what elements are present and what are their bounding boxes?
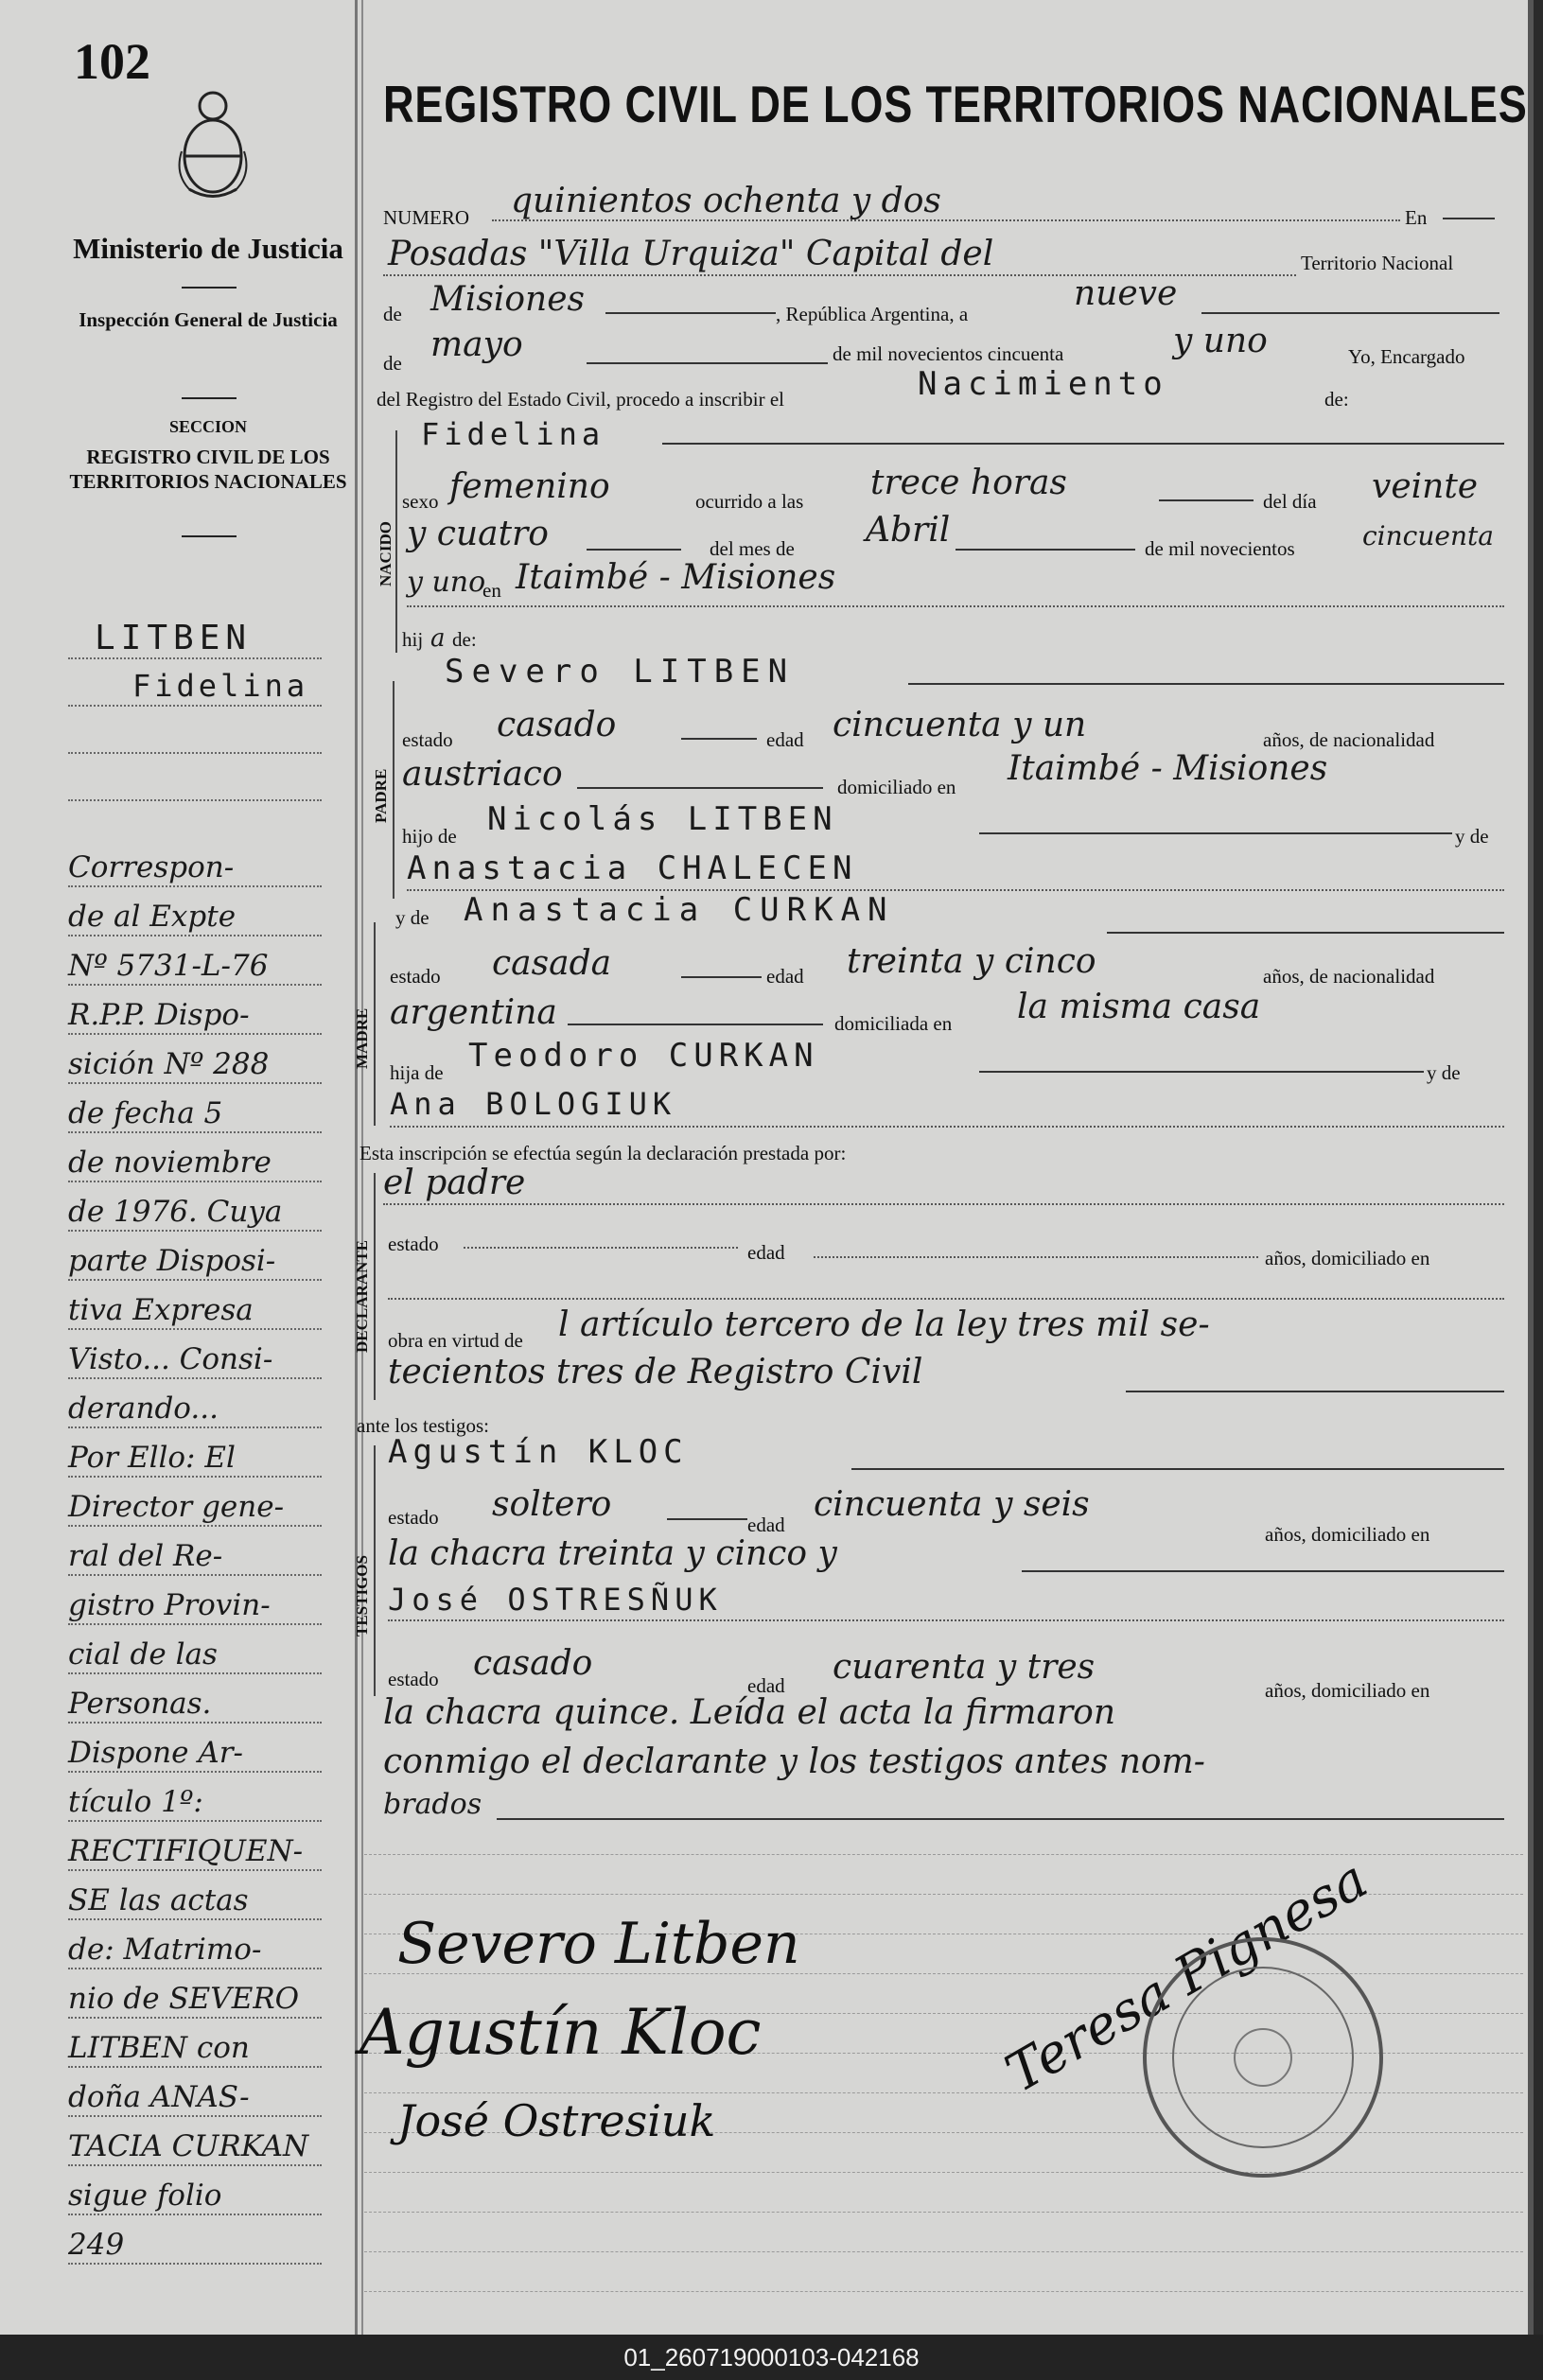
ministry-name: Ministerio de Justicia: [73, 232, 343, 265]
margin-note-line: TACIA CURKAN: [68, 2129, 309, 2163]
label-de2: de: [383, 352, 402, 375]
label-edad: edad: [766, 728, 804, 751]
dash-line: [587, 549, 681, 551]
label-registro: del Registro del Estado Civil, procedo a inscribir el: [377, 388, 784, 411]
bracket: [395, 430, 397, 653]
value-padre-madre: Anastacia CHALECEN: [407, 849, 858, 887]
label-inscripcion: Esta inscripción se efectúa según la declaración prestada por:: [359, 1142, 847, 1164]
label-obra: obra en virtud de: [388, 1329, 523, 1352]
value-obra1: l artículo tercero de la ley tres mil se-: [558, 1305, 1210, 1344]
label-y-de3: y de: [1427, 1061, 1461, 1084]
label-estado-t1: estado: [388, 1506, 439, 1529]
dash-line: [1107, 932, 1504, 934]
bracket: [374, 1173, 376, 1400]
fill-line: [464, 1247, 738, 1249]
margin-note-line: 249: [68, 2228, 125, 2262]
margin-note-line: sición Nº 288: [68, 1047, 270, 1081]
margin-note-line: derando...: [68, 1391, 219, 1426]
label-del-mes: del mes de: [710, 537, 795, 560]
value-testigo1-edad: cincuenta y seis: [814, 1485, 1090, 1524]
margin-note-line: Por Ello: El: [68, 1441, 236, 1475]
margin-rule: [68, 1918, 322, 1920]
dash-line: [851, 1468, 1504, 1470]
margin-note-line: de al Expte: [68, 900, 237, 934]
margin-note-line: parte Disposi-: [68, 1244, 276, 1278]
section-nacido: NACIDO: [377, 521, 395, 586]
margin-rule: [68, 1328, 322, 1330]
label-en: En: [1405, 206, 1428, 229]
dash-line: [1201, 312, 1499, 314]
margin-rule: [68, 1131, 322, 1133]
margin-rule: [68, 2115, 322, 2117]
label-en2: en: [482, 579, 501, 602]
value-anio-nac2: y uno: [407, 566, 486, 599]
margin-rule: [68, 984, 322, 986]
label-y-de2: y de: [395, 906, 430, 929]
dash-line: [956, 549, 1135, 551]
dash-line: [662, 443, 1504, 445]
margin-rule: [68, 2066, 322, 2068]
value-testigo2-estado: casado: [473, 1644, 593, 1683]
margin-note-line: Personas.: [68, 1687, 212, 1721]
label-domiciliado: domiciliado en: [837, 776, 956, 798]
value-testigo2-edad: cuarenta y tres: [833, 1648, 1096, 1687]
signature-declarante: Severo Litben: [397, 1911, 800, 1977]
section-madre: MADRE: [353, 1007, 371, 1069]
value-padre-nombre: Severo LITBEN: [445, 653, 796, 691]
margin-rule: [68, 1426, 322, 1428]
value-territorio: Misiones: [430, 280, 586, 319]
separator: [182, 535, 237, 537]
value-numero: quinientos ochenta y dos: [511, 182, 941, 220]
separator: [182, 287, 237, 289]
dash-line: [667, 1518, 747, 1520]
margin-rule: [68, 1722, 322, 1724]
label-edad-declarante: edad: [747, 1241, 785, 1264]
section-declarante: DECLARANTE: [353, 1239, 371, 1353]
dash-line: [605, 312, 776, 314]
margin-note-line: nio de SEVERO: [68, 1982, 300, 2016]
label-de-mil: de mil novecientos: [1145, 537, 1295, 560]
value-lugar: Posadas "Villa Urquiza" Capital del: [388, 235, 994, 273]
value-acto: Nacimiento: [918, 365, 1168, 403]
dash-line: [1443, 218, 1495, 219]
scan-identifier: 01_260719000103-042168: [0, 2335, 1543, 2380]
label-estado-t2: estado: [388, 1668, 439, 1690]
signature-testigo2: José Ostresiuk: [397, 2095, 716, 2146]
margin-note-line: de fecha 5: [68, 1096, 223, 1130]
label-y-de: y de: [1455, 825, 1489, 848]
margin-rule: [68, 799, 322, 801]
margin-rule: [68, 885, 322, 887]
page-title: REGISTRO CIVIL DE LOS TERRITORIOS NACIONALES: [383, 75, 1528, 133]
value-madre-nacionalidad: argentina: [390, 993, 557, 1032]
margin-rule: [68, 1476, 322, 1478]
value-cierre2: brados: [383, 1788, 482, 1821]
margin-rule: [68, 1672, 322, 1674]
margin-rule: [68, 1181, 322, 1182]
label-estado-madre: estado: [390, 965, 441, 988]
margin-note-line: LITBEN con: [68, 2031, 250, 2065]
ruled-line: [364, 2251, 1523, 2252]
value-hora: trece horas: [870, 464, 1067, 502]
label-anos-nacionalidad-madre: años, de nacionalidad: [1263, 965, 1435, 988]
section-testigos: TESTIGOS: [353, 1555, 371, 1636]
margin-note-line: Director gene-: [68, 1490, 285, 1524]
margin-note-line: Visto... Consi-: [68, 1342, 273, 1376]
label-hijo-de: hijo de: [402, 825, 457, 848]
ruled-line: [364, 2212, 1523, 2213]
value-anio-nac: cincuenta: [1362, 520, 1494, 551]
dash-line: [908, 683, 1504, 685]
margin-note-line: doña ANAS-: [68, 2080, 250, 2114]
label-del-dia: del día: [1263, 490, 1317, 513]
national-coat-of-arms-icon: [170, 85, 255, 203]
label-anos-dom-t1: años, domiciliado en: [1265, 1523, 1430, 1546]
value-padre-nacionalidad: austriaco: [402, 755, 563, 794]
fill-line: [407, 605, 1504, 607]
value-testigo1-estado: soltero: [492, 1485, 612, 1524]
value-madre-padre: Teodoro CURKAN: [468, 1037, 819, 1075]
dash-line: [1159, 499, 1254, 501]
margin-rule: [68, 1771, 322, 1773]
separator: [182, 397, 237, 399]
dash-line: [587, 362, 828, 364]
value-testigo2-domicilio: la chacra quince. Leída el acta la firmaron: [383, 1693, 1116, 1732]
label-mil-novecientos: de mil novecientos cincuenta: [833, 342, 1064, 365]
margin-note-line: Nº 5731-L-76: [68, 949, 269, 983]
margin-rule: [68, 2214, 322, 2215]
value-dia: nueve: [1074, 274, 1178, 313]
value-dia-nac2: y cuatro: [407, 515, 549, 553]
margin-note-line: Dispone Ar-: [68, 1736, 244, 1770]
margin-given-name: Fidelina: [132, 668, 309, 704]
margin-rule: [68, 2263, 322, 2265]
value-obra2: tecientos tres de Registro Civil: [388, 1353, 923, 1391]
margin-note-line: Correspon-: [68, 850, 235, 884]
label-hij: hij: [402, 628, 424, 651]
bracket: [374, 1445, 376, 1696]
margin-rule: [68, 1033, 322, 1035]
label-yo: Yo, Encargado: [1348, 345, 1465, 368]
label-estado-declarante: estado: [388, 1233, 439, 1255]
fill-line: [383, 1203, 1504, 1205]
margin-rule: [68, 1082, 322, 1084]
margin-rule: [68, 1820, 322, 1822]
value-anio: y uno: [1173, 322, 1268, 360]
folio-number: 102: [74, 33, 150, 90]
dash-line: [497, 1818, 1504, 1820]
dash-line: [1022, 1570, 1504, 1572]
margin-rule: [68, 2017, 322, 2019]
signature-official: Teresa Pignesa: [995, 1848, 1378, 2105]
label-ocurrido: ocurrido a las: [695, 490, 804, 513]
value-lugar-nac: Itaimbé - Misiones: [516, 558, 836, 597]
value-padre-estado: casado: [497, 706, 617, 744]
label-edad-t1: edad: [747, 1514, 785, 1536]
registro-section-label: REGISTRO CIVIL DE LOS TERRITORIOS NACIONALES: [69, 446, 347, 493]
margin-rule: [68, 1525, 322, 1527]
label-estado: estado: [402, 728, 453, 751]
value-madre-edad: treinta y cinco: [847, 942, 1096, 981]
value-hija: a: [430, 624, 446, 653]
dash-line: [1126, 1391, 1504, 1392]
margin-surname: LITBEN: [95, 619, 253, 657]
dash-line: [681, 976, 762, 978]
seccion-label: SECCION: [168, 417, 248, 436]
label-territorio: Territorio Nacional: [1301, 252, 1454, 274]
ruled-line: [364, 2291, 1523, 2292]
label-republica: , República Argentina, a: [776, 303, 969, 325]
margin-rule: [68, 752, 322, 754]
value-dia-nac: veinte: [1372, 467, 1479, 506]
margin-note-line: tiva Expresa: [68, 1293, 254, 1327]
dash-line: [979, 832, 1452, 834]
value-mes: mayo: [430, 325, 523, 364]
section-padre: PADRE: [372, 768, 390, 823]
label-de3: de:: [1324, 388, 1349, 411]
bracket: [393, 681, 395, 899]
official-seal-stamp: [1131, 1930, 1395, 2185]
label-testigos: ante los testigos:: [357, 1414, 489, 1437]
value-nombre: Fidelina: [421, 416, 605, 452]
margin-note-line: tículo 1º:: [68, 1785, 203, 1819]
margin-note-line: de 1976. Cuya: [68, 1195, 283, 1229]
label-hija-de3: hija de: [390, 1061, 444, 1084]
margin-rule: [68, 1623, 322, 1625]
label-anos-nacionalidad: años, de nacionalidad: [1263, 728, 1435, 751]
margin-rule: [68, 1968, 322, 1969]
margin-note-line: SE las actas: [68, 1883, 249, 1917]
dash-line: [979, 1071, 1424, 1073]
fill-line: [390, 1126, 1504, 1128]
label-edad-madre: edad: [766, 965, 804, 988]
margin-rule: [68, 1574, 322, 1576]
bracket: [374, 922, 376, 1126]
fill-line: [388, 1619, 1504, 1621]
value-padre-domicilio: Itaimbé - Misiones: [1008, 749, 1328, 788]
label-sexo: sexo: [402, 490, 439, 513]
label-de: de: [383, 303, 402, 325]
label-domiciliada: domiciliada en: [834, 1012, 953, 1035]
label-numero: NUMERO: [383, 206, 470, 229]
margin-note-line: RECTIFIQUEN-: [68, 1834, 304, 1868]
margin-rule: [68, 1869, 322, 1871]
label-anos-dom-declarante: años, domiciliado en: [1265, 1247, 1430, 1269]
margin-rule: [68, 1279, 322, 1281]
inspeccion-label: Inspección General de Justicia: [79, 308, 338, 331]
fill-line: [388, 1298, 1504, 1300]
value-testigo1-nombre: Agustín KLOC: [388, 1433, 689, 1471]
dash-line: [568, 1024, 823, 1025]
dash-line: [577, 787, 823, 789]
margin-note-line: ral del Re-: [68, 1539, 223, 1573]
value-cierre1: conmigo el declarante y los testigos antes nom-: [383, 1742, 1205, 1781]
margin-rule: [68, 1230, 322, 1232]
value-padre-padre: Nicolás LITBEN: [487, 800, 838, 838]
label-edad-t2: edad: [747, 1674, 785, 1697]
margin-note-line: sigue folio: [68, 2179, 222, 2213]
margin-note-line: cial de las: [68, 1637, 218, 1671]
margin-rule: [68, 935, 322, 936]
margin-note-line: gistro Provin-: [68, 1588, 271, 1622]
fill-line: [814, 1256, 1258, 1258]
label-anos-dom-t2: años, domiciliado en: [1265, 1679, 1430, 1702]
margin-rule: [68, 1377, 322, 1379]
value-declarante: el padre: [383, 1164, 526, 1202]
signature-testigo1: Agustín Kloc: [359, 1996, 762, 2069]
value-sexo: femenino: [449, 467, 610, 506]
margin-note-line: R.P.P. Dispo-: [68, 998, 250, 1032]
value-madre-domicilio: la misma casa: [1017, 988, 1261, 1026]
value-mes-nac: Abril: [866, 511, 951, 550]
margin-note-line: de: Matrimo-: [68, 1933, 262, 1967]
value-madre-nombre: Anastacia CURKAN: [464, 891, 895, 929]
column-divider: [361, 0, 363, 2335]
value-padre-edad: cincuenta y un: [833, 706, 1087, 744]
value-testigo2-nombre: José OSTRESÑUK: [388, 1582, 723, 1618]
value-testigo1-domicilio: la chacra treinta y cinco y: [388, 1534, 837, 1573]
margin-rule: [68, 2164, 322, 2166]
value-madre-madre: Ana BOLOGIUK: [390, 1086, 677, 1122]
label-hija-de: de:: [452, 628, 477, 651]
dash-line: [681, 738, 757, 740]
margin-note-line: de noviembre: [68, 1146, 272, 1180]
value-madre-estado: casada: [492, 944, 612, 983]
